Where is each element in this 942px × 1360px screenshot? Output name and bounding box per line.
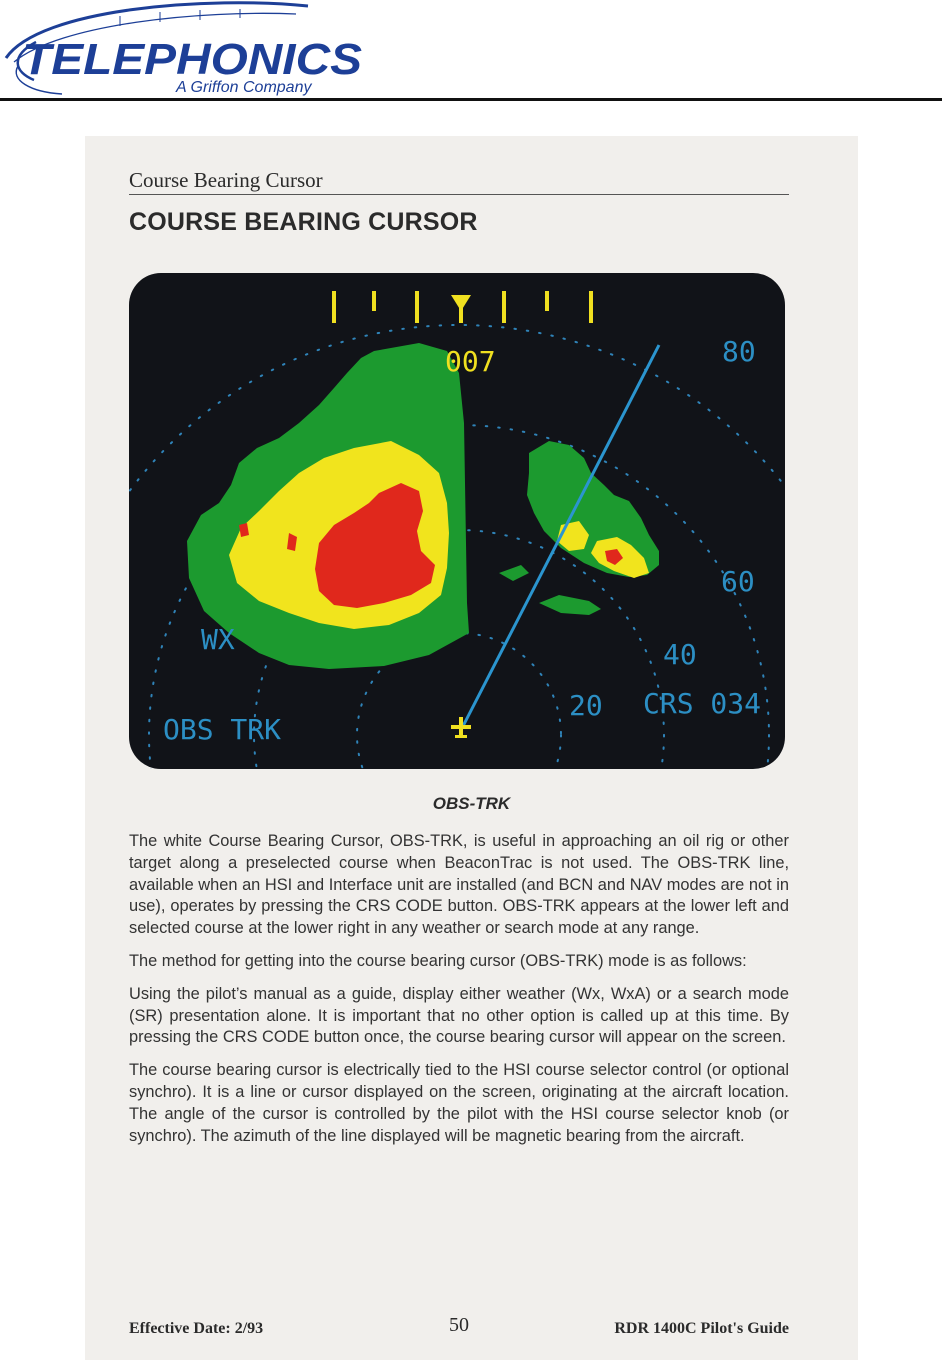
paragraph: Using the pilot’s manual as a guide, display either weather (Wx, WxA) or a search mode (SR) presentation alone. It is important that no other option is called up at this time. By pressing the CRS CODE button once, the course bearing cursor will appear on the screen. [129, 984, 789, 1047]
page-number: 50 [449, 1314, 469, 1336]
range-label-80: 80 [722, 335, 756, 368]
effective-date: Effective Date: 2/93 [129, 1320, 264, 1337]
range-label-40: 40 [663, 638, 697, 671]
telephonics-logo [0, 0, 380, 100]
running-head: Course Bearing Cursor [129, 168, 323, 192]
paragraph: The white Course Bearing Cursor, OBS-TRK, is useful in approaching an oil rig or other target along a preselected course when BeaconTrac is not used. The OBS-TRK line, available when an HSI and Interface unit are installed (and BCN and NAV modes are not in use), operates by pressing the CRS CODE button. OBS-TRK appears at the lower left and selected course at the lower right in any weather or search mode at any range. [129, 832, 789, 938]
paragraph: The course bearing cursor is electrically tied to the HSI course selector control (or optional synchro). It is a line or cursor displayed on the screen, originating at the aircraft location. The angle of the cursor is controlled by the pilot with the HSI course selector knob (or synchro). The azimuth of the line displayed will be magnetic bearing from the aircraft. [129, 1061, 789, 1145]
running-head-rule [129, 194, 789, 195]
cursor-mode-label: OBS TRK [163, 713, 282, 746]
course-readout: CRS 034 [643, 687, 762, 720]
logo-tagline: A Griffon Company [176, 79, 312, 96]
body-text [129, 831, 789, 1158]
range-label-20: 20 [569, 689, 603, 722]
radar-display [129, 273, 785, 769]
heading-readout: 007 [445, 345, 496, 378]
logo-wordmark: TELEPHONICS [22, 35, 362, 84]
paragraph: The method for getting into the course bearing cursor (OBS-TRK) mode is as follows: [129, 951, 747, 970]
page-footer [129, 1312, 789, 1340]
header-rule [0, 98, 942, 101]
logo-header [0, 0, 942, 104]
section-title: COURSE BEARING CURSOR [129, 208, 478, 236]
figure-caption: OBS-TRK [432, 794, 511, 813]
range-label-60: 60 [721, 565, 755, 598]
mode-label: WX [201, 623, 235, 656]
manual-page [85, 136, 858, 1360]
guide-title: RDR 1400C Pilot's Guide [614, 1320, 789, 1337]
